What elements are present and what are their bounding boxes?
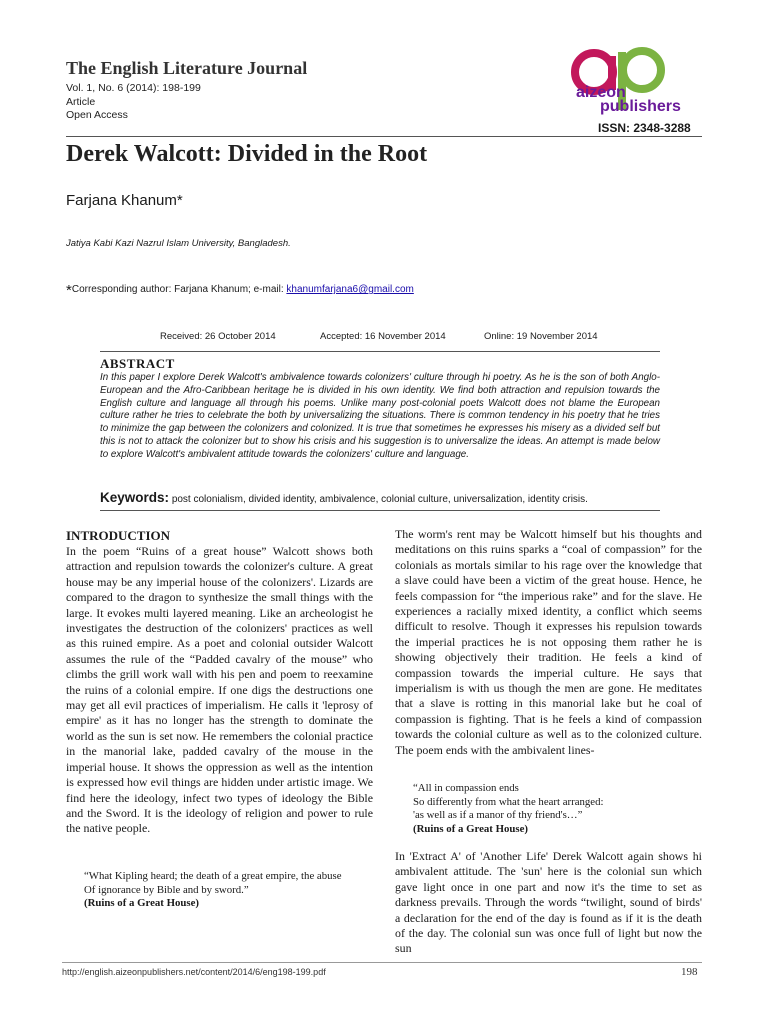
right-quote-source: (Ruins of a Great House)	[413, 822, 528, 835]
keywords-label: Keywords:	[100, 490, 170, 505]
right-column-text	[395, 527, 702, 758]
right-quote-line: So differently from what the heart arranged:	[413, 795, 604, 808]
intro-paragraph: In the poem “Ruins of a great house” Walcott shows both attraction and repulsion towards the colonizer's culture. A great house may be any imperial house of the colonizers'. Lizards are compared to the dragon to synthesize the small things with the large. It evokes multi layered meaning. Like an archeologist he investigates the destruction of the colonizers' practices as well as this ruined empire. As a poet and colonial outsider Walcott assumes the rule of the “Padded cavalry of the mouse” who climbs the grill work wall with his pen and poem to reexamine the ruins of a colonial empire. If one digs the destructions one may get all evil practices of imperialism. He calls it 'leprosy of empire' as it has no longer has the strength to dominate the world as the sun is set now. He remembers the colonial practice in the manorial lake, padded cavalry of the mouse in the imperial house. It shows the oppression as well as the intention is expressed how evil things are hidden under artistic image. We find here the ideology, infect two types of ideology the Bible and the Sword. It is the ideology of religion and power to rule the native people.	[66, 544, 373, 836]
left-quote	[84, 870, 374, 911]
footer-divider	[62, 962, 702, 963]
abstract-heading: ABSTRACT	[100, 356, 175, 371]
issn: ISSN: 2348-3288	[598, 121, 691, 135]
left-quote-line: “What Kipling heard; the death of a great empire, the abuse	[84, 870, 342, 882]
right-column-text-2	[395, 849, 702, 957]
publisher-name-top: aizeon	[576, 84, 626, 101]
author-name: Farjana Khanum*	[66, 192, 183, 209]
header-divider	[66, 136, 702, 137]
keywords-list: post colonialism, divided identity, ambivalence, colonial culture, universalization, identity crisis.	[171, 494, 588, 505]
right-paragraph-1: The worm's rent may be Walcott himself but his thoughts and meditations on this ruins sparks a “coal of compassion” for the colonials as mortals similar to his rage over the knowledge that a slave could have been a victim of the great house. Hence, he feels compassion for “the imperious rake” and for the slave. He experiences a racially mixed identity, a conflict which seems difficult to resolve. Though it expresses his repulsion towards the imperial practices he is not opposing them rather he is showing objectively their tradition. He feels a kind of compassion towards the imperial culture. He says that imperialism is with us though the men are gone. He meditates that a slave is rotting in this manorial lake but he coal of compassion is fighting. That is he feels a kind of compassion towards the colonial culture as well as to the colonized culture. The poem ends with the ambivalent lines-	[395, 527, 702, 757]
introduction-heading: INTRODUCTION	[66, 528, 171, 543]
email-link[interactable]: khanumfarjana6@gmail.com	[286, 284, 414, 295]
right-paragraph-2: In 'Extract A' of 'Another Life' Derek Walcott again shows hi ambivalent attitude. The 'sun' here is the colonial sun which gave light once in one part and now it's the time to set as darkness prevails. Through the words “twilight, sound of birds' a declaration for the end of the day is found as if it is the death of the day. The colonial sun was once full of light but now the sun	[395, 849, 702, 956]
right-quote-line: “All in compassion ends	[413, 782, 519, 794]
left-quote-line: Of ignorance by Bible and by sword.”	[84, 883, 249, 896]
received-date: Received: 26 October 2014	[160, 331, 276, 342]
affiliation: Jatiya Kabi Kazi Nazrul Islam University, Bangladesh.	[66, 238, 291, 249]
accepted-date: Accepted: 16 November 2014	[320, 331, 446, 342]
abstract-top-divider	[100, 351, 660, 352]
online-date: Online: 19 November 2014	[484, 331, 598, 342]
right-quote-line: 'as well as if a manor of thy friend's…”	[413, 809, 583, 822]
keywords	[100, 490, 588, 505]
volume-info: Vol. 1, No. 6 (2014): 198-199	[66, 82, 201, 94]
article-type: Article	[66, 96, 96, 108]
right-quote	[413, 782, 703, 836]
keywords-divider	[100, 510, 660, 511]
abstract-text: In this paper I explore Derek Walcott's ambivalence towards colonizers' culture through hi poetry. As he is the son of both Anglo-European and the Afro-Caribbean heritage he is divided in his own identity. We find both attraction and repulsion towards the English culture and language all through his poems. Unlike many post-colonial poets Walcott does not blame the European culture rather he tries to celebrate the both by universalizing the situations. There is common tendency in his poetry that he tries to minimize the gap between the colonizers and colonized. It is true that sometimes he expresses his misery as a divided self but this is not to attack the colonizer but to show his crisis and his suggestion is to universalize the ideas. An attempt is made below to explore Walcott's ambivalent attitude towards the colonizers' culture and language.	[100, 372, 660, 460]
corresponding-prefix: Corresponding author: Farjana Khanum; e-mail:	[71, 284, 287, 295]
left-column-text	[66, 544, 373, 837]
paper-title: Derek Walcott: Divided in the Root	[66, 141, 428, 167]
corresponding-author	[66, 282, 414, 299]
journal-title: The English Literature Journal	[66, 58, 308, 78]
publisher-name	[572, 86, 681, 114]
publisher-name-bottom: publishers	[600, 98, 681, 115]
footer-url[interactable]: http://english.aizeonpublishers.net/content/2014/6/eng198-199.pdf	[62, 967, 326, 977]
page-number: 198	[681, 966, 698, 978]
left-quote-source: (Ruins of a Great House)	[84, 897, 199, 910]
open-access-label: Open Access	[66, 109, 128, 121]
asterisk: *	[66, 282, 72, 299]
